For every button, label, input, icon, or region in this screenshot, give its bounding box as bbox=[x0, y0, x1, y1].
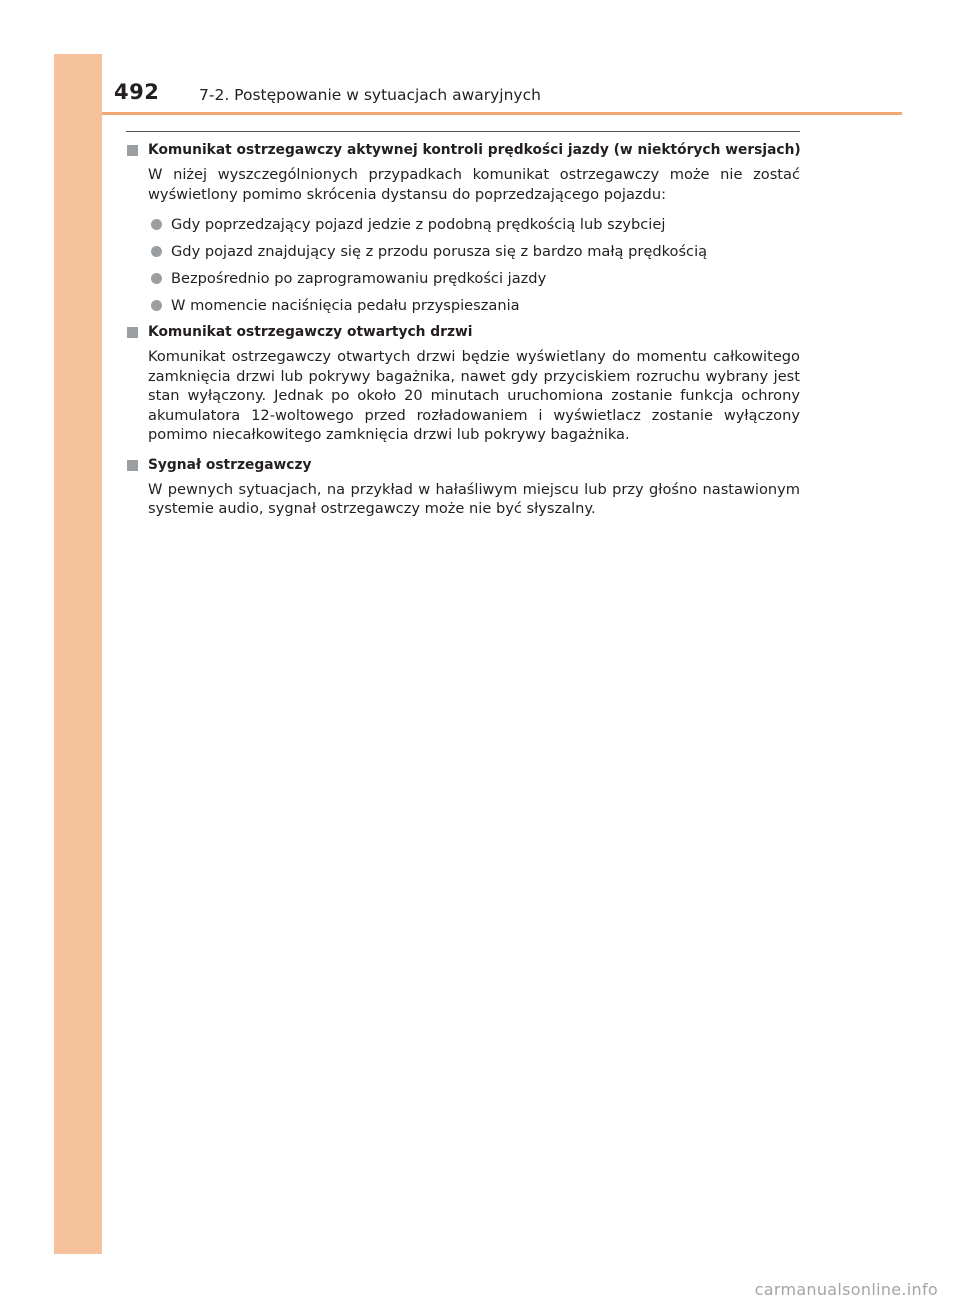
section-paragraph: W niżej wyszczególnionych przypadkach komunikat ostrzegawczy może nie zostać wyświetlony pomimo skrócenia dystansu do poprzedzającego pojazdu: bbox=[148, 166, 800, 203]
section-door-warning bbox=[126, 322, 800, 445]
page-side-tab bbox=[54, 54, 102, 1254]
page-number: 492 bbox=[114, 80, 160, 104]
list-item-text: Bezpośrednio po zaprogramowaniu prędkości jazdy bbox=[171, 270, 547, 287]
header-divider bbox=[102, 112, 902, 115]
list-item bbox=[126, 295, 800, 316]
list-item-text: Gdy poprzedzający pojazd jedzie z podobną prędkością lub szybciej bbox=[171, 216, 666, 233]
page-header bbox=[102, 54, 902, 113]
watermark: carmanualsonline.info bbox=[754, 1280, 938, 1299]
section-heading bbox=[126, 140, 800, 161]
section-title: 7-2. Postępowanie w sytuacjach awaryjnych bbox=[199, 86, 541, 104]
section-paragraph: W pewnych sytuacjach, na przykład w hałaśliwym miejscu lub przy głośno nastawionym systemie audio, sygnał ostrzegawczy może nie być słyszalny. bbox=[148, 480, 800, 517]
circle-bullet-icon bbox=[151, 246, 162, 257]
circle-bullet-icon bbox=[151, 273, 162, 284]
section-paragraph: Komunikat ostrzegawczy otwartych drzwi będzie wyświetlany do momentu całkowitego zamknięcia drzwi lub pokrywy bagażnika, nawet gdy przyciskiem rozruchu wybrany jest stan wyłączony. Jednak po około 20 minutach uruchomiona zostanie funkcja ochrony akumulatora 12-woltowego przed rozładowaniem i wyświetlacz zostanie wyłączony pomimo niecałkowitego zamknięcia drzwi lub pokrywy bagażnika. bbox=[148, 348, 800, 443]
content-divider bbox=[126, 131, 800, 132]
section-heading-text: Komunikat ostrzegawczy otwartych drzwi bbox=[148, 324, 473, 340]
list-item-text: Gdy pojazd znajdujący się z przodu porusza się z bardzo małą prędkością bbox=[171, 243, 708, 260]
section-heading-text: Komunikat ostrzegawczy aktywnej kontroli prędkości jazdy (w niektórych wersjach) bbox=[148, 142, 801, 158]
section-warning-buzzer bbox=[126, 455, 800, 519]
list-item bbox=[126, 268, 800, 289]
circle-bullet-icon bbox=[151, 300, 162, 311]
list-item bbox=[126, 214, 800, 235]
list-item bbox=[126, 241, 800, 262]
list-item-text: W momencie naciśnięcia pedału przyspieszania bbox=[171, 297, 520, 314]
section-acc-warning bbox=[126, 140, 800, 316]
square-bullet-icon bbox=[127, 460, 138, 471]
section-heading bbox=[126, 322, 800, 343]
section-heading bbox=[126, 455, 800, 476]
page-content bbox=[126, 140, 800, 529]
circle-bullet-icon bbox=[151, 219, 162, 230]
square-bullet-icon bbox=[127, 327, 138, 338]
square-bullet-icon bbox=[127, 145, 138, 156]
section-heading-text: Sygnał ostrzegawczy bbox=[148, 456, 312, 473]
